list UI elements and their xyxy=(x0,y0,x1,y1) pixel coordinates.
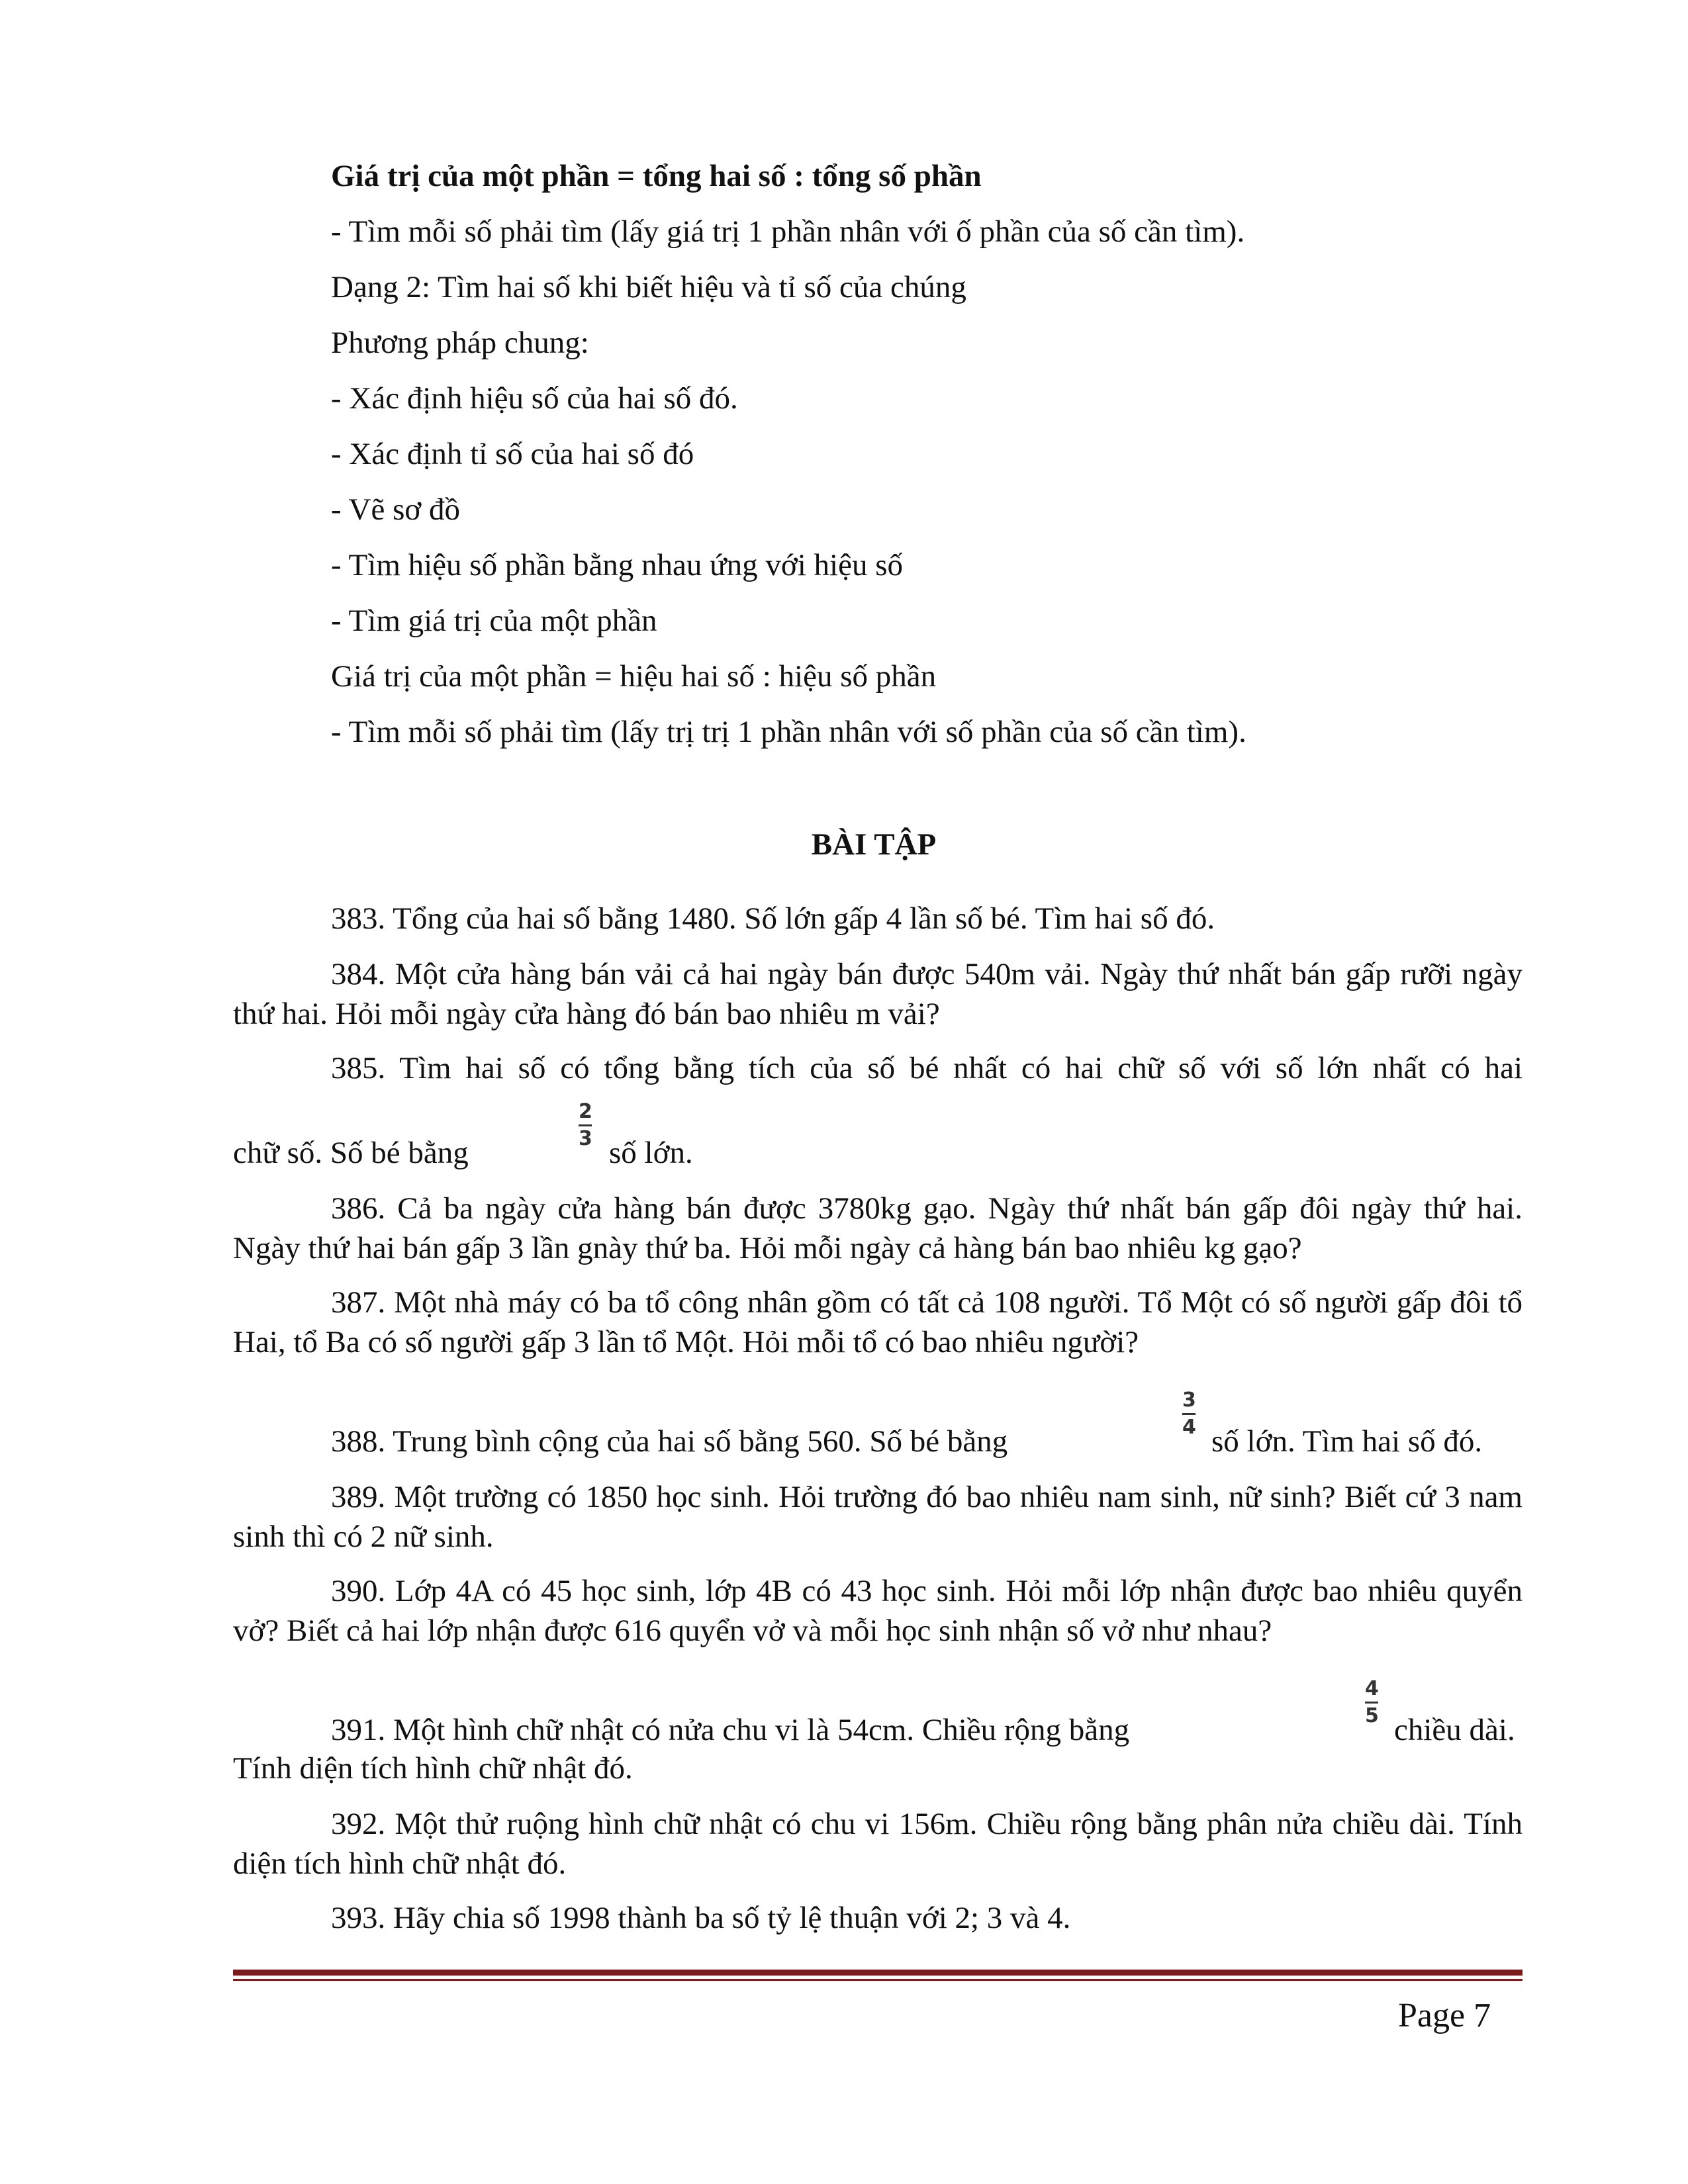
formula-difference-rule: Giá trị của một phần = hiệu hai số : hiệu số phần xyxy=(331,659,937,694)
step-item: - Xác định hiệu số của hai số đó. xyxy=(331,381,738,416)
formula-sum-rule: Giá trị của một phần = tổng hai số : tổng số phần xyxy=(331,159,982,193)
fraction-four-fifths xyxy=(1365,1678,1379,1727)
fraction-two-thirds xyxy=(579,1101,592,1150)
method-title: Phương pháp chung: xyxy=(331,326,589,360)
exercise-385-tail: số lớn. xyxy=(609,1136,693,1170)
fraction-bar xyxy=(1182,1413,1196,1415)
step-item: - Tìm hiệu số phần bằng nhau ứng với hiệu số xyxy=(331,548,904,582)
exercise-385-line1: 385. Tìm hai số có tổng bằng tích của số bé nhất có hai chữ số với số lớn nhất có hai xyxy=(331,1051,1523,1085)
exercise-393: 393. Hãy chia số 1998 thành ba số tỷ lệ thuận với 2; 3 và 4. xyxy=(331,1901,1071,1935)
page-number: Page 7 xyxy=(1398,1997,1491,2034)
exercise-391: 391. Một hình chữ nhật có nửa chu vi là 54cm. Chiều rộng bằng xyxy=(331,1713,1130,1747)
exercise-385-line2: chữ số. Số bé bằng xyxy=(233,1136,469,1170)
step-item: - Xác định tỉ số của hai số đó xyxy=(331,437,694,471)
exercise-383: 383. Tổng của hai số bằng 1480. Số lớn gấp 4 lần số bé. Tìm hai số đó. xyxy=(331,901,1215,936)
fraction-numerator: 4 xyxy=(1365,1677,1379,1700)
fraction-bar xyxy=(1365,1702,1378,1704)
exercise-391-tail: chiều dài. xyxy=(1394,1713,1515,1747)
fraction-bar xyxy=(579,1124,592,1126)
exercise-388: 388. Trung bình cộng của hai số bằng 560. Số bé bằng xyxy=(331,1424,1008,1459)
exercise-387: 387. Một nhà máy có ba tổ công nhân gồm có tất cả 108 người. Tổ Một có số người gấp đôi tổ Hai, tổ Ba có số người gấp 3 lần tổ Một. Hỏi mỗi tổ có bao nhiêu người? xyxy=(233,1285,1523,1359)
exercise-392: 392. Một thử ruộng hình chữ nhật có chu vi 156m. Chiều rộng bằng phân nửa chiều dài. Tính diện tích hình chữ nhật đó. xyxy=(233,1807,1523,1881)
step-find-each-sum: - Tìm mỗi số phải tìm (lấy giá trị 1 phần nhân với ố phần của số cần tìm). xyxy=(331,214,1245,249)
exercise-384: 384. Một cửa hàng bán vải cả hai ngày bán được 540m vải. Ngày thứ nhất bán gấp rưỡi ngày thứ hai. Hỏi mỗi ngày cửa hàng đó bán bao nhiêu m vải? xyxy=(233,957,1523,1031)
exercise-389: 389. Một trường có 1850 học sinh. Hỏi trường đó bao nhiêu nam sinh, nữ sinh? Biết cứ 3 nam sinh thì có 2 nữ sinh. xyxy=(233,1480,1523,1554)
step-find-each-difference: - Tìm mỗi số phải tìm (lấy trị trị 1 phần nhân với số phần của số cần tìm). xyxy=(331,715,1246,749)
exercises-heading: BÀI TẬP xyxy=(811,827,937,862)
exercise-391-line2: Tính diện tích hình chữ nhật đó. xyxy=(233,1751,633,1786)
exercise-386: 386. Cả ba ngày cửa hàng bán được 3780kg gạo. Ngày thứ nhất bán gấp đôi ngày thứ hai. Ngày thứ hai bán gấp 3 lần gnày thứ ba. Hỏi mỗi ngày cả hàng bán bao nhiêu kg gạo? xyxy=(233,1191,1523,1265)
fraction-denominator: 3 xyxy=(579,1127,592,1150)
fraction-denominator: 4 xyxy=(1182,1416,1196,1439)
footer-rule-thick xyxy=(233,1970,1523,1976)
fraction-numerator: 2 xyxy=(579,1100,592,1123)
step-item: - Tìm giá trị của một phần xyxy=(331,604,657,638)
exercise-390: 390. Lớp 4A có 45 học sinh, lớp 4B có 43 học sinh. Hỏi mỗi lớp nhận được bao nhiêu quyển vở? Biết cả hai lớp nhận được 616 quyển vở và mỗi học sinh nhận số vở như nhau? xyxy=(233,1574,1523,1648)
fraction-three-quarters xyxy=(1182,1390,1196,1438)
footer-rule-thin xyxy=(233,1979,1523,1981)
fraction-denominator: 5 xyxy=(1365,1704,1379,1727)
fraction-numerator: 3 xyxy=(1182,1388,1196,1412)
exercise-388-tail: số lớn. Tìm hai số đó. xyxy=(1211,1424,1483,1459)
step-item: - Vẽ sơ đồ xyxy=(331,492,460,527)
type2-title: Dạng 2: Tìm hai số khi biết hiệu và tỉ số của chúng xyxy=(331,270,966,304)
